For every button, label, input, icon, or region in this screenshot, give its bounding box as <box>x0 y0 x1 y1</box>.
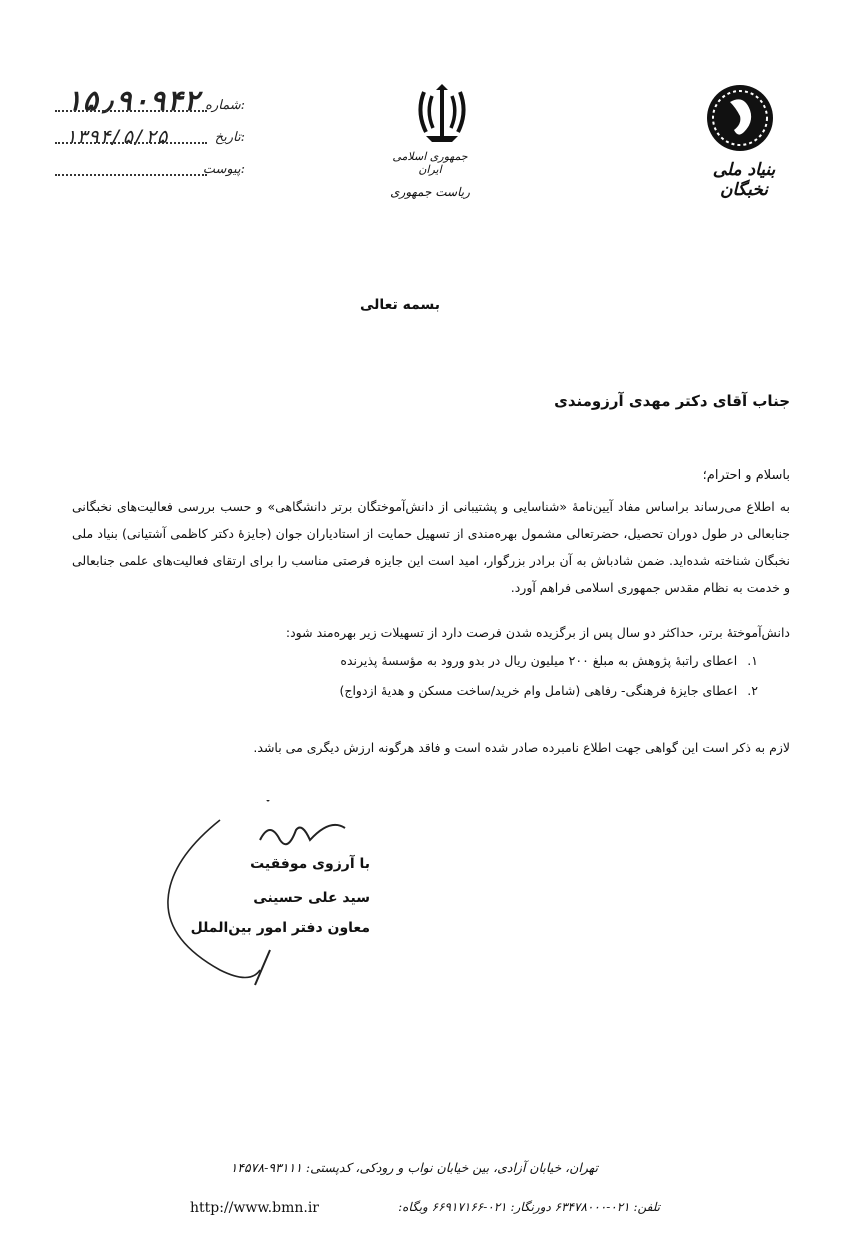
letter-number-row <box>55 84 245 120</box>
letter-date-row <box>55 120 245 152</box>
closing-note: لازم به ذکر است این گواهی جهت اطلاع نامبرده صادر شده است و فاقد هرگونه ارزش دیگری می باشد. <box>253 740 790 755</box>
organization-logo-icon <box>704 82 776 154</box>
greeting: باسلام و احترام؛ <box>702 468 790 483</box>
dotted-line <box>55 142 207 144</box>
dotted-line <box>55 174 207 176</box>
signatory-title: معاون دفتر امور بین‌الملل <box>190 920 370 936</box>
national-emblem-icon <box>412 84 472 144</box>
signature-wish: با آرزوی موفقیت <box>250 856 370 872</box>
letter-attachment-label: پیوست: <box>202 162 245 177</box>
letter-number-label: شماره: <box>205 98 245 113</box>
list-item-text: اعطای جایزهٔ فرهنگی- رفاهی (شامل وام خرید/ساخت مسکن و هدیهٔ ازدواج) <box>339 683 738 698</box>
letter-attachment-row <box>55 152 245 184</box>
recipient-name: جناب آقای دکتر مهدی آرزومندی <box>554 392 790 410</box>
footer-address: تهران، خیابان آزادی، بین خیابان نواب و رودکی، کدپستی: ۹۳۱۱۱-۱۴۵۷۸ <box>230 1160 598 1175</box>
website-link[interactable]: http://www.bmn.ir <box>190 1200 319 1216</box>
presidency-name: ریاست جمهوری <box>390 185 470 199</box>
signatory-name: سید علی حسینی <box>253 890 370 906</box>
list-item-number: ۱. <box>747 653 758 668</box>
letter-meta <box>55 84 245 184</box>
benefits-intro: دانش‌آموختهٔ برتر، حداکثر دو سال پس از برگزیده شدن فرصت دارد از تسهیلات زیر بهره‌مند شود: <box>285 625 790 640</box>
letter-heading: بسمه تعالی <box>359 297 441 313</box>
footer-contact: تلفن: ۰۲۱-۶۳۴۷۸۰۰۰ دورنگار: ۰۲۱-۶۶۹۱۷۱۶۶ وبگاه: <box>398 1200 660 1214</box>
organization-name: بنیاد ملی نخبگان <box>712 160 776 200</box>
letter-date-label: تاریخ: <box>214 130 245 145</box>
dotted-line <box>55 110 207 112</box>
letter-date-value: ۱۳۹۴/۵/۲۵ <box>65 126 168 148</box>
government-name: جمهوری اسلامی ایران <box>392 150 468 176</box>
main-paragraph: به اطلاع می‌رساند براساس مفاد آیین‌نامهٔ «شناسایی و پشتیبانی از دانش‌آموختگان برتر دانشگاهی» و حسب بررسی فعالیت‌های نخبگانی جنابعالی در طول دوران تحصیل، حضرتعالی مشمول بهره‌مندی از تسهیل حمایت از استادیاران جوان (جایزهٔ دکتر کاظمی آشتیانی) بنیاد ملی نخبگان شناخته شده‌اید. ضمن شادباش به آن برادر بزرگوار، امید است این جایزه فرصتی مناسب را برای ارتقای فعالیت‌های علمی جنابعالی و خدمت به نظام مقدس جمهوری اسلامی فراهم آورد. <box>72 499 790 595</box>
letter-number-value: ۱۵٫۹۰۹۴۲ <box>65 84 200 117</box>
list-item-text: اعطای راتبهٔ پژوهش به مبلغ ۲۰۰ میلیون ریال در بدو ورود به مؤسسهٔ پذیرنده <box>340 653 738 668</box>
list-item <box>340 653 758 668</box>
list-item-number: ۲. <box>747 683 758 698</box>
list-item <box>340 683 758 698</box>
